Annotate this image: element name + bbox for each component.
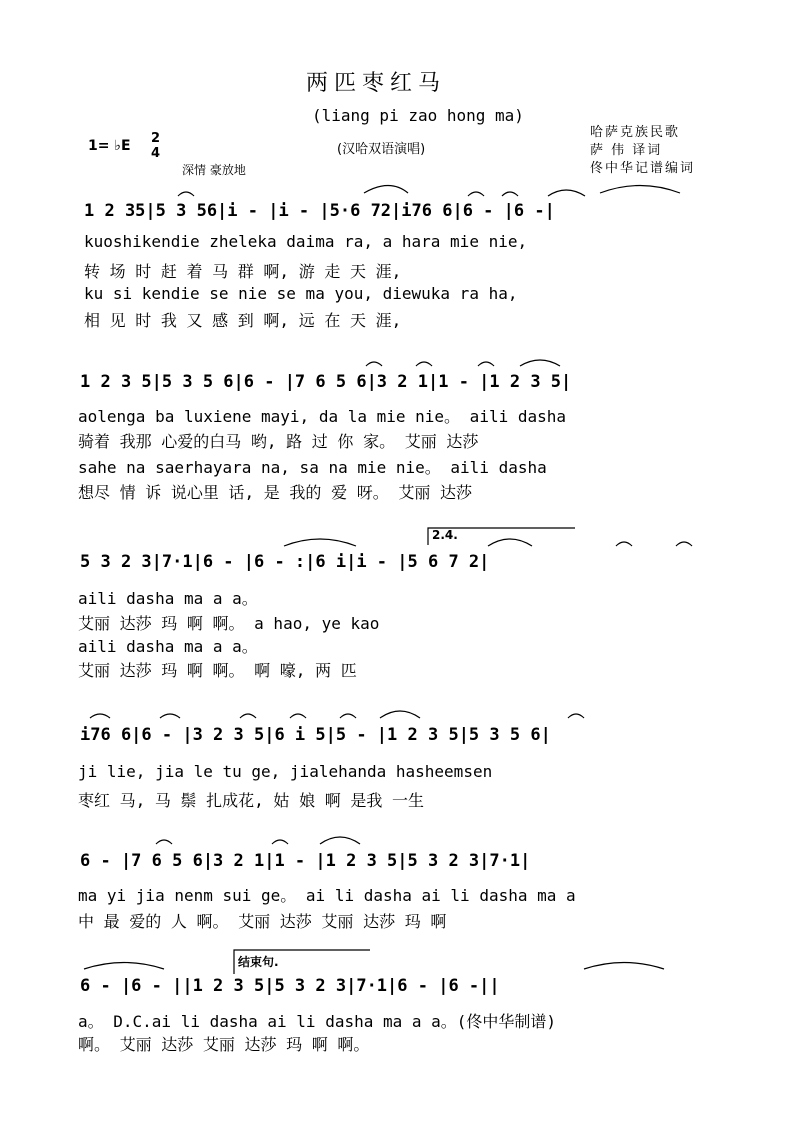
slur <box>548 190 585 196</box>
lyric-line: sahe na saerhayara na, sa na mie nie。 aili dasha <box>78 458 547 477</box>
ending-bracket-label: 结束句. <box>238 955 279 969</box>
slur <box>600 186 680 194</box>
lyric-line: 相 见 时 我 又 感 到 啊, 远 在 天 涯, <box>84 311 402 330</box>
slur <box>380 711 420 718</box>
slur <box>90 714 110 718</box>
notation-row-1: 1 2 35|5 3 56|i - |i - |5·6 72|i76 6|6 - |6 -| <box>84 201 555 221</box>
slur <box>320 837 360 844</box>
slur <box>520 360 560 366</box>
slur <box>502 192 518 196</box>
lyric-line: a。 D.C.ai li dasha ai li dasha ma a a。(佟中华制谱) <box>78 1012 557 1031</box>
ending-bracket-label: 2.4. <box>432 528 458 542</box>
lyric-line: ku si kendie se nie se ma you, diewuka ra ha, <box>84 284 518 303</box>
subtitle: (汉哈双语演唱) <box>337 142 426 157</box>
tempo-marking: 深情 豪放地 <box>182 163 246 177</box>
notation-row-6: 6 - |6 - ||1 2 3 5|5 3 2 3|7·1|6 - |6 -|| <box>80 976 500 996</box>
slur <box>290 714 306 718</box>
slur <box>272 840 288 844</box>
credit-notation: 佟中华记谱编词 <box>590 161 696 176</box>
key-signature: 1= ♭E <box>88 138 131 154</box>
slur <box>488 539 532 546</box>
lyric-line: 转 场 时 赶 着 马 群 啊, 游 走 天 涯, <box>84 262 402 281</box>
lyric-line: aili dasha ma a a。 <box>78 637 258 656</box>
lyric-line: aili dasha ma a a。 <box>78 589 258 608</box>
notation-row-2: 1 2 3 5|5 3 5 6|6 - |7 6 5 6|3 2 1|1 - |1 2 3 5| <box>80 372 572 392</box>
slur <box>160 714 180 718</box>
slur <box>156 840 172 844</box>
slur <box>568 714 584 718</box>
lyric-line: 骑着 我那 心爱的白马 哟, 路 过 你 家。 艾丽 达莎 <box>78 432 479 451</box>
ending-bracket <box>234 950 370 974</box>
slur <box>478 362 494 366</box>
slur <box>240 714 256 718</box>
notation-row-3: 5 3 2 3|7·1|6 - |6 - :|6 i|i - |5 6 7 2| <box>80 552 490 572</box>
lyric-line: aolenga ba luxiene mayi, da la mie nie。 aili dasha <box>78 407 567 426</box>
slur <box>178 192 194 196</box>
slur <box>84 963 164 970</box>
lyric-line: 艾丽 达莎 玛 啊 啊。 啊 嚎, 两 匹 <box>78 661 357 680</box>
slur <box>416 362 432 366</box>
time-signature-top: 2 <box>151 131 161 146</box>
slur <box>584 963 664 970</box>
lyric-line: 枣红 马, 马 鬃 扎成花, 姑 娘 啊 是我 一生 <box>78 791 424 810</box>
lyric-line: ma yi jia nenm sui ge。 ai li dasha ai li dasha ma a <box>78 886 576 905</box>
slur <box>364 186 408 194</box>
slur <box>340 714 356 718</box>
lyric-line: 艾丽 达莎 玛 啊 啊。 a hao, ye kao <box>78 614 380 633</box>
time-signature-bottom: 4 <box>151 146 161 161</box>
slur <box>676 542 692 546</box>
ending-bracket <box>428 528 575 545</box>
notation-row-4: i76 6|6 - |3 2 3 5|6 i 5|5 - |1 2 3 5|5 3 5 6| <box>80 725 551 745</box>
credit-origin: 哈萨克族民歌 <box>590 125 681 140</box>
pinyin-title: (liang pi zao hong ma) <box>312 106 524 125</box>
lyric-line: 中 最 爱的 人 啊。 艾丽 达莎 艾丽 达莎 玛 啊 <box>78 912 447 931</box>
lyric-line: kuoshikendie zheleka daima ra, a hara mie nie, <box>84 232 528 251</box>
notation-row-5: 6 - |7 6 5 6|3 2 1|1 - |1 2 3 5|5 3 2 3|7·1| <box>80 851 531 871</box>
lyric-line: 啊。 艾丽 达莎 艾丽 达莎 玛 啊 啊。 <box>78 1035 370 1054</box>
slur <box>468 192 484 196</box>
lyric-line: 想尽 情 诉 说心里 话, 是 我的 爱 呀。 艾丽 达莎 <box>78 483 472 502</box>
lyric-line: ji lie, jia le tu ge, jialehanda hasheemsen <box>78 762 493 781</box>
slur <box>616 542 632 546</box>
slur <box>366 362 382 366</box>
credit-translation: 萨 伟 译词 <box>590 143 663 158</box>
slur <box>284 539 356 546</box>
page-title: 两匹枣红马 <box>306 71 447 96</box>
